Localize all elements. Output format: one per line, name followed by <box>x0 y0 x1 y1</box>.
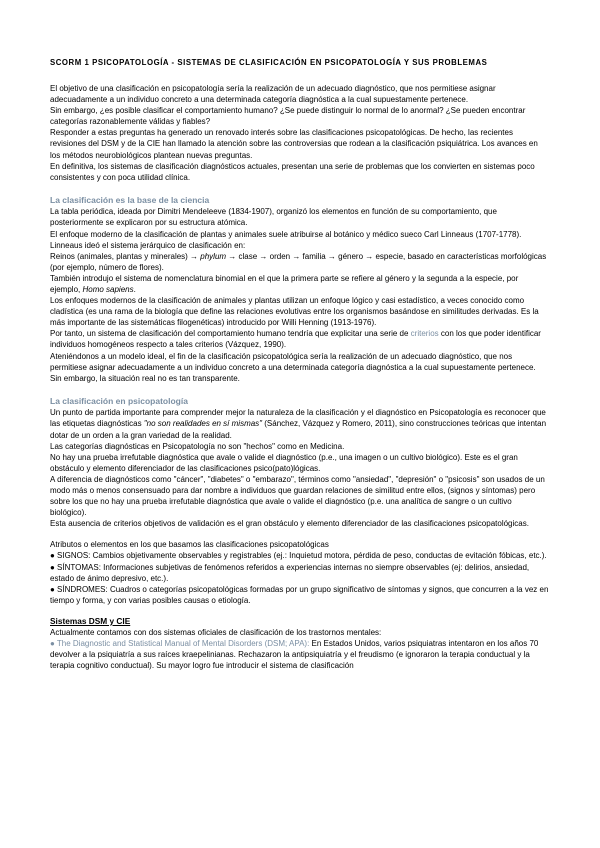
paragraph: El enfoque moderno de la clasificación de plantas y animales suele atribuirse al botánico y médico sueco Carl Linneaus (1707-1778). <box>50 229 522 239</box>
intro-paragraph: Responder a estas preguntas ha generado un renovado interés sobre las clasificaciones psicopatológicas. De hecho, las recientes revisiones del DSM y de la CIE han llamado la atención sobre las controversias que rodean a la clasificación psiquiátrica. Los avances en los métodos neurobiológicos plantean nuevas preguntas. <box>50 128 538 160</box>
bullet-item: ● SÍNTOMAS: Informaciones subjetivas de fenómenos referidos a experiencias internas no siempre observables (ej: delirios, ansiedad, estado de ánimo depresivo, etc.). <box>50 562 530 583</box>
paragraph <box>50 251 550 273</box>
text-run: También introdujo el sistema de nomenclatura binomial en el que la primera parte se refiere al género y la segunda a la especie, por ejemplo, <box>50 273 519 294</box>
paragraph <box>50 638 550 671</box>
paragraph: Los enfoques modernos de la clasificación de animales y plantas utilizan un enfoque lógico y casi estadístico, a veces conocido como cladística (es una rama de la biología que define las relaciones evolutivas entre los organismos basándose en similitudes derivadas. Es la más importante de las sistemáticas filogenéticas) introducido por Willi Henning (1913-1976). <box>50 296 539 328</box>
section-heading: Sistemas DSM y CIE <box>50 615 131 626</box>
highlight-term: ● The Diagnostic and Statistical Manual of Mental Disorders (DSM; APA): <box>50 639 310 649</box>
italic-term: Homo sapiens <box>82 285 134 294</box>
paragraph: No hay una prueba irrefutable diagnóstica que avale o valide el diagnóstico (p.e., una imagen o un cultivo biológico). Este es el gran obstáculo y elemento diferenciador de las clasificaciones psico(pato)lógicas. <box>50 452 518 473</box>
intro-paragraph: Sin embargo, ¿es posible clasificar el comportamiento humano? ¿Se puede distinguir lo normal de lo anormal? ¿Se pueden encontrar categorías razonablemente válidas y fiables? <box>50 106 526 127</box>
paragraph <box>50 328 550 350</box>
paragraph: A diferencia de diagnósticos como "cáncer", "diabetes" o "embarazo", términos como "ansiedad", "depresión" o "psicosis" son usados de un modo más o menos consensuado para dar nombre a individuos que guardan relaciones de similitud entre ellos, (signos y síntomas) pero sobre los que no hay una prueba irrefutable diagnóstica que avale o valide el diagnóstico (p.e. una analítica de sangre o un cultivo biológico). <box>50 474 545 518</box>
text-run: Por tanto, un sistema de clasificación del comportamiento humano tendría que explicitar una serie de <box>50 329 411 339</box>
dsm-section <box>50 616 550 671</box>
section-science <box>50 195 550 384</box>
text-run: Un punto de partida importante para comprender mejor la naturaleza de la clasificación y el diagnóstico en Psicopatología es reconocer que las etiquetas diagnósticas <box>50 408 546 429</box>
attributes-section <box>50 539 550 606</box>
section-heading: La clasificación es la base de la ciencia <box>50 194 210 205</box>
section-heading: La clasificación en psicopatología <box>50 395 188 406</box>
paragraph <box>50 407 550 440</box>
section-classification <box>50 396 550 530</box>
text-run: (Sánchez, Vázquez y Romero, 2011), sino construcciones teóricas que intentan dotar de un orden a la gran variedad de la realidad. <box>50 419 547 440</box>
text-run: . <box>133 285 136 294</box>
document-title: SCORM 1 PSICOPATOLOGÍA - SISTEMAS DE CLASIFICACIÓN EN PSICOPATOLOGÍA Y SUS PROBLEMAS <box>50 58 488 67</box>
paragraph <box>50 273 550 295</box>
paragraph: La tabla periódica, ideada por Dimitri Mendeleeve (1834-1907), organizó los elementos en función de su comportamiento, que posteriormente se explicaron por su estructura atómica. <box>50 207 497 228</box>
bullet-item: ● SIGNOS: Cambios objetivamente observables y registrables (ej.: Inquietud motora, pérdida de peso, conductas de evitación fóbicas, etc.). <box>50 551 547 561</box>
italic-term: phylum <box>200 251 227 261</box>
paragraph: Ateniéndonos a un modelo ideal, el fin de la clasificación psicopatológica sería la realización de un adecuado diagnóstico, que nos permitiese asignar adecuadamente a un individuo concreto a una determinada categoría diagnóstica a la cual supuestamente pertenece. <box>50 351 536 372</box>
intro-section <box>50 83 550 183</box>
paragraph: Atributos o elementos en los que basamos las clasificaciones psicopatológicas <box>50 540 329 550</box>
italic-quote: "no son realidades en sí mismas" <box>143 419 263 429</box>
document-body <box>50 58 550 671</box>
intro-paragraph: El objetivo de una clasificación en psicopatología sería la realización de un adecuado diagnóstico, que nos permitiese asignar adecuadamente a un individuo concreto a una determinada categoría diagnóstica a la cual supuestamente pertenece. <box>50 84 496 105</box>
text-run: Reinos (animales, plantas y minerales) → <box>50 251 201 261</box>
text-run: → clase → orden → familia → género → especie, basado en características morfológicas (por ejemplo, número de flores). <box>50 251 547 272</box>
paragraph: Las categorías diagnósticas en Psicopatología no son "hechos" como en Medicina. <box>50 441 345 451</box>
text-run: En Estados Unidos, varios psiquiatras intentaron en los años 70 devolver a la psiquiatría a sus raíces kraepelinianas. Rechazaron la antipsiquiatría y el freudismo (e ignoraron la terapia conductual y la terapia cognitivo conductual). Su mayor logro fue introducir el sistema de clasificación <box>50 639 539 671</box>
intro-paragraph: En definitiva, los sistemas de clasificación diagnósticos actuales, presentan una serie de problemas que los convierten en sistemas poco consistentes y con poca utilidad clínica. <box>50 161 535 182</box>
paragraph: Esta ausencia de criterios objetivos de validación es el gran obstáculo y elemento diferenciador de las clasificaciones psicopatológicas. <box>50 519 529 529</box>
paragraph: Linneaus ideó el sistema jerárquico de clasificación en: <box>50 240 246 250</box>
highlight-term: criterios <box>410 329 439 339</box>
paragraph: Sin embargo, la situación real no es tan transparente. <box>50 373 240 383</box>
paragraph: Actualmente contamos con dos sistemas oficiales de clasificación de los trastornos mentales: <box>50 628 382 638</box>
bullet-item: ● SÍNDROMES: Cuadros o categorías psicopatológicas formadas por un grupo significativo de síntomas y signos, que concurren a la vez en tiempo y forma, y con varias posibles causas o etiología. <box>50 584 549 605</box>
text-run: con los que poder identificar individuos homogéneos respecto a tales criterios (Vázquez, 1990). <box>50 329 541 350</box>
